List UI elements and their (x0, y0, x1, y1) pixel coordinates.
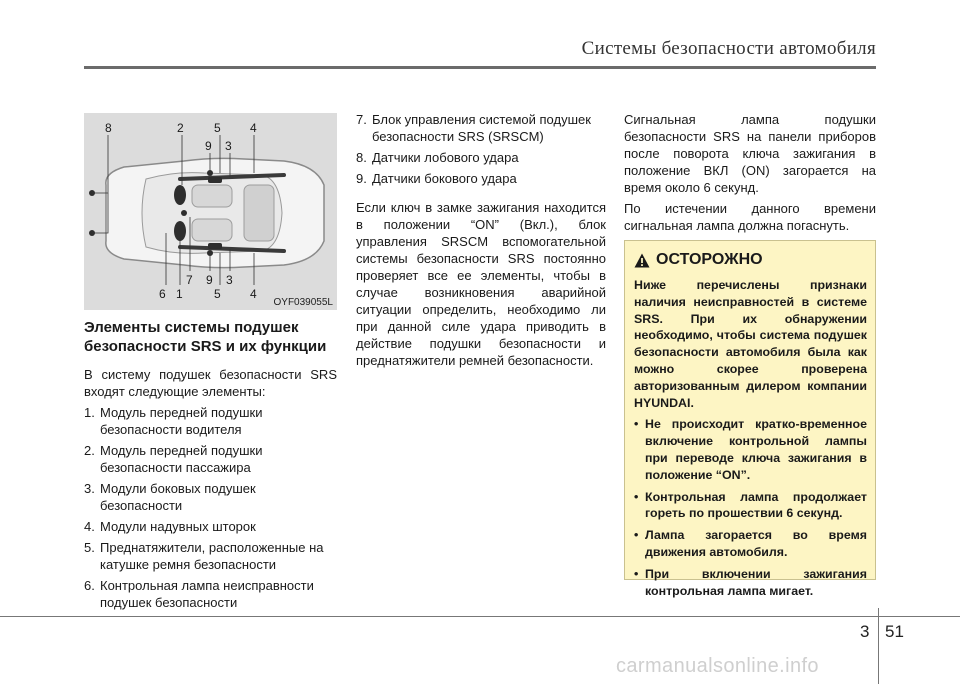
warning-title: ОСТОРОЖНО (656, 251, 763, 268)
list-num: 4. (84, 519, 95, 534)
paragraph-srscm: Если ключ в замке зажигания находится в положении “ON” (Вкл.), блок управления SRSCM вспомогательной системы безопасности SRS постоянно проверяет все ее элементы, чтобы в случае возникновения аварийной ситуации определить, необходимо ли при данной силе удара приводить в действие подушки безопасности и преднатяжители ремней безопасности. (356, 200, 606, 368)
column-middle (356, 111, 606, 369)
callout-1: 1 (176, 287, 183, 301)
list-num: 5. (84, 540, 95, 555)
callout-8: 8 (105, 121, 112, 135)
list-item (356, 170, 606, 187)
paragraph-lamp: Сигнальная лампа подушки безопасности SRS на панели приборов после поворота ключа зажигания в положение ВКЛ (ON) загорается на время около 6 секунд. (624, 112, 876, 195)
list-item (84, 442, 337, 476)
callout-9: 9 (205, 139, 212, 153)
footer-rule (0, 616, 960, 617)
footer-separator (878, 608, 879, 684)
list-item (84, 404, 337, 438)
list-text: Модуль передней подушки безопасности водителя (100, 405, 263, 437)
callout-6: 6 (159, 287, 166, 301)
figure-code: OYF039055L (273, 297, 333, 308)
chapter-number: 3 (860, 622, 870, 641)
paragraph-lamp-off: По истечении данного времени сигнальная лампа должна погаснуть. (624, 201, 876, 233)
bullet-text: Не происходит кратко-временное включение контрольной лампы при переводе ключа зажигания в положение “ON”. (645, 417, 867, 482)
page-header-title: Системы безопасности автомобиля (581, 38, 876, 59)
list-text: Датчики лобового удара (372, 150, 519, 165)
watermark: carmanualsonline.info (616, 655, 819, 677)
list-num: 3. (84, 481, 95, 496)
list-num: 8. (356, 150, 367, 165)
callout-4: 4 (250, 121, 257, 135)
callout-4b: 4 (250, 287, 257, 301)
list-text: Датчики бокового удара (372, 171, 517, 186)
bullet-dot: • (634, 566, 639, 581)
section-heading: Элементы системы подушек безопасности SRS и их функции (84, 319, 327, 355)
header-rule (84, 66, 876, 69)
callout-5: 5 (214, 121, 221, 135)
warning-bullet (634, 566, 867, 600)
warning-triangle-icon (634, 253, 650, 268)
list-num: 7. (356, 112, 367, 127)
bullet-text: Лампа загорается во время движения автомобиля. (645, 528, 867, 559)
list-item (356, 111, 606, 145)
list-text: Модули боковых подушек безопасности (100, 481, 256, 513)
list-item (356, 149, 606, 166)
callout-9b: 9 (206, 273, 213, 287)
callout-7: 7 (186, 273, 193, 287)
column-left (84, 318, 337, 615)
airbag-diagram (84, 113, 337, 310)
callout-3b: 3 (226, 273, 233, 287)
list-item (84, 480, 337, 514)
warning-box (624, 240, 876, 598)
bullet-dot: • (634, 528, 639, 543)
list-num: 2. (84, 443, 95, 458)
list-item (84, 577, 337, 611)
section-intro: В систему подушек безопасности SRS входят следующие элементы: (84, 367, 337, 399)
bullet-dot: • (634, 417, 639, 432)
list-text: Блок управления системой подушек безопасности SRS (SRSCM) (372, 112, 591, 144)
bullet-text: При включении зажигания контрольная лампа мигает. (645, 566, 867, 598)
list-item (84, 539, 337, 573)
list-text: Модуль передней подушки безопасности пассажира (100, 443, 263, 475)
list-num: 9. (356, 171, 367, 186)
warning-bullet (634, 489, 867, 523)
warning-bullet (634, 416, 867, 483)
spacer (356, 191, 606, 199)
components-list-part2 (356, 111, 606, 187)
bullet-dot: • (634, 489, 639, 504)
warning-body (634, 277, 867, 599)
callout-3: 3 (225, 139, 232, 153)
list-text: Контрольная лампа неисправности подушек безопасности (100, 578, 314, 610)
list-text: Преднатяжители, расположенные на катушке ремня безопасности (100, 540, 324, 572)
list-text: Модули надувных шторок (100, 519, 256, 534)
list-num: 1. (84, 405, 95, 420)
bullet-text: Контрольная лампа продолжает гореть по прошествии 6 секунд. (645, 489, 867, 521)
page-number: 51 (885, 622, 904, 641)
warning-bullet (634, 527, 867, 561)
list-num: 6. (84, 578, 95, 593)
column-right (624, 111, 876, 234)
callout-2: 2 (177, 121, 184, 135)
warning-title-row (634, 251, 867, 269)
components-list-part1 (84, 404, 337, 611)
list-item (84, 518, 337, 535)
callout-5b: 5 (214, 287, 221, 301)
warning-text: Ниже перечислены признаки наличия неисправностей в системе SRS. При их обнаружении необходимо, чтобы система подушек безопасности автомобиля была как можно скорее проверена авторизованным дилером компании HYUNDAI. (634, 278, 867, 410)
